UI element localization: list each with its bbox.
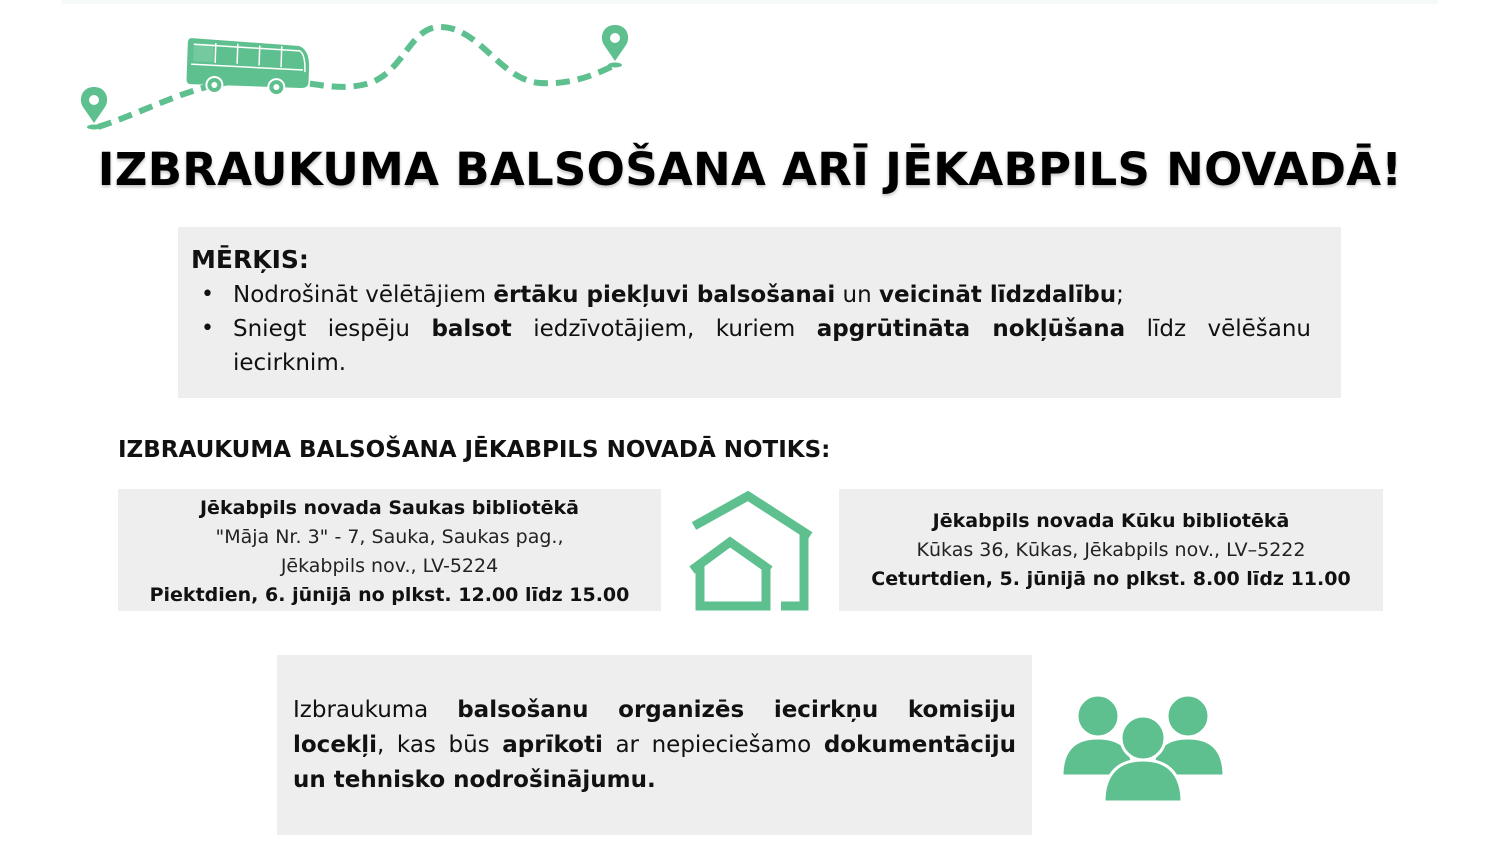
goal-text: un <box>835 282 879 308</box>
goal-item <box>233 312 1311 380</box>
schedule-heading: IZBRAUKUMA BALSOŠANA JĒKABPILS NOVADĀ NOTIKS: <box>118 437 831 463</box>
goal-emphasis: balsot <box>431 316 512 342</box>
people-group-icon <box>1058 688 1228 806</box>
org-emphasis: dokumentāciju un tehnisko nodrošinājumu. <box>293 732 1016 793</box>
location-address: Jēkabpils nov., LV-5224 <box>280 555 499 577</box>
location-time: Ceturtdien, 5. jūnijā no plkst. 8.00 līdz 11.00 <box>871 568 1351 590</box>
goal-box <box>178 227 1341 398</box>
goal-emphasis: apgrūtināta nokļūšana <box>816 316 1126 342</box>
org-emphasis: balsošanu organizēs iecirkņu komisiju locekļi <box>293 697 1016 758</box>
location-card-sauka <box>118 489 661 611</box>
organization-text <box>293 693 1016 798</box>
map-pin-icon <box>602 25 628 68</box>
goal-text: ; <box>1116 282 1124 308</box>
goal-emphasis: ērtāku piekļuvi balsošanai <box>493 282 836 308</box>
dashed-route-line <box>98 27 615 127</box>
goal-text: Nodrošināt vēlētājiem <box>233 282 494 308</box>
goal-list <box>191 278 1311 380</box>
goal-text: līdz vēlēšanu iecirknim. <box>233 316 1312 376</box>
goal-heading: MĒRĶIS: <box>191 245 309 274</box>
goal-item <box>233 278 1311 312</box>
location-name: Jēkabpils novada Saukas bibliotēkā <box>199 497 580 519</box>
location-name: Jēkabpils novada Kūku bibliotēkā <box>932 510 1290 532</box>
org-emphasis: aprīkoti <box>502 732 603 758</box>
location-address: "Māja Nr. 3" - 7, Sauka, Saukas pag., <box>215 526 564 548</box>
page-title: IZBRAUKUMA BALSOŠANA ARĪ JĒKABPILS NOVADĀ! <box>97 143 1403 196</box>
location-card-kukas <box>839 489 1383 611</box>
goal-text: iedzīvotājiem, kuriem <box>511 316 817 342</box>
top-divider <box>62 0 1438 4</box>
org-text: Izbraukuma <box>293 697 458 723</box>
organization-box <box>277 655 1032 835</box>
location-time: Piektdien, 6. jūnijā no plkst. 12.00 līdz 15.00 <box>149 584 630 606</box>
goal-text: Sniegt iespēju <box>233 316 432 342</box>
route-illustration <box>70 15 650 140</box>
location-address: Kūkas 36, Kūkas, Jēkabpils nov., LV–5222 <box>916 539 1306 561</box>
house-icon <box>686 490 814 612</box>
org-text: ar nepieciešamo <box>602 732 824 758</box>
org-text: , kas būs <box>376 732 503 758</box>
goal-emphasis: veicināt līdzdalību <box>879 282 1117 308</box>
